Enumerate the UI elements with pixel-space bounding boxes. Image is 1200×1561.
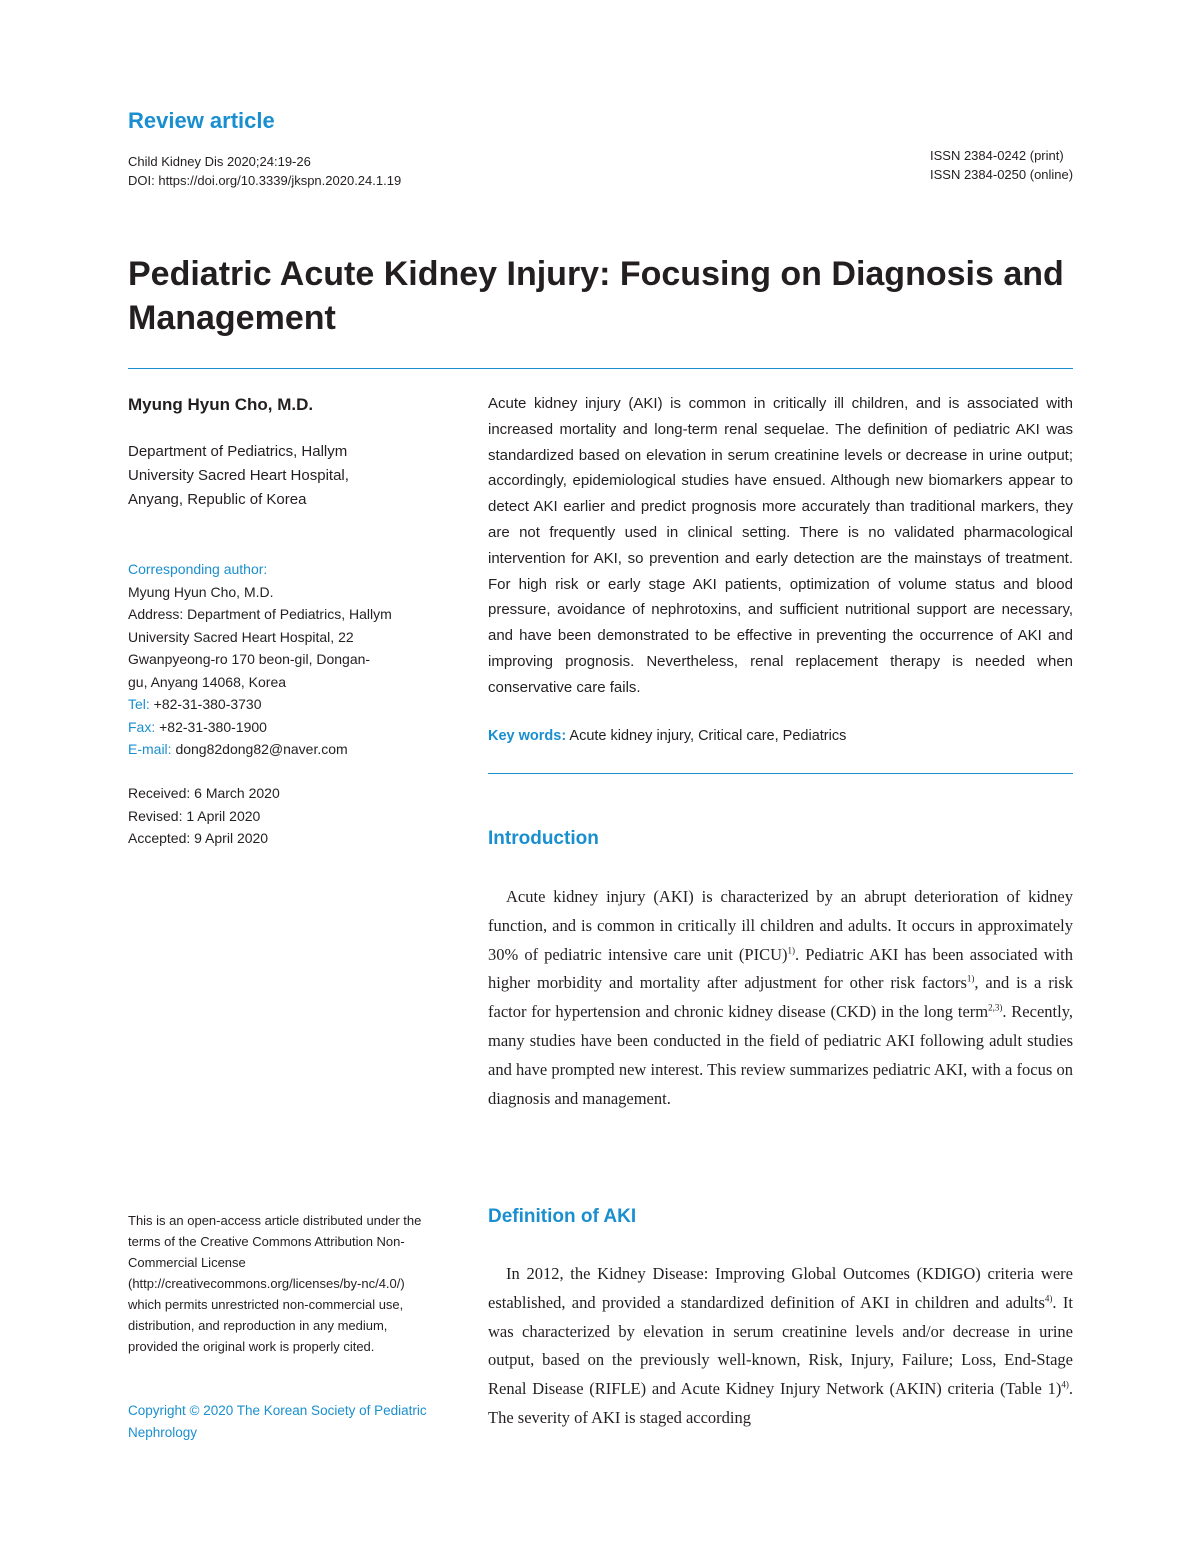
citation-ref[interactable]: 1) bbox=[787, 945, 796, 956]
citation-ref[interactable]: 2,3) bbox=[988, 1002, 1003, 1013]
issn-print: ISSN 2384-0242 (print) bbox=[930, 148, 1064, 163]
abstract: Acute kidney injury (AKI) is common in critically ill children, and is associated with increased mortality and long-term renal sequelae. The definition of pediatric AKI was standardized based on elevation in serum creatinine levels or decrease in urine output; accordingly, epidemiological studies have ensued. Although new biomarkers appear to detect AKI earlier and predict prognosis more accurately than traditional markers, they are not frequently used in clinical setting. There is no validated pharmacological intervention for AKI, so prevention and early detection are the mainstays of treatment. For high risk or early stage AKI patients, optimization of volume status and blood pressure, avoidance of nephrotoxins, and sufficient nutritional support are necessary, and have been demonstrated to be effective in preventing the occurrence of AKI and improving prognosis. Nevertheless, renal replacement therapy is needed when conservative care fails. bbox=[488, 395, 1073, 696]
revised-date: Revised: 1 April 2020 bbox=[128, 807, 261, 824]
keywords bbox=[488, 728, 846, 744]
address-line: University Sacred Heart Hospital, 22 bbox=[128, 628, 354, 645]
definition-paragraph bbox=[488, 1260, 1073, 1433]
corresponding-name: Myung Hyun Cho, M.D. bbox=[128, 583, 274, 600]
article-title: Pediatric Acute Kidney Injury: Focusing on Diagnosis and Management bbox=[128, 255, 1064, 337]
corresponding-author-block bbox=[128, 558, 438, 761]
journal-meta bbox=[128, 152, 401, 190]
citation-ref[interactable]: 1) bbox=[966, 973, 975, 984]
fax-line bbox=[128, 716, 438, 739]
accepted-date: Accepted: 9 April 2020 bbox=[128, 830, 269, 846]
citation: Child Kidney Dis 2020;24:19-26 bbox=[128, 154, 311, 169]
email-line bbox=[128, 738, 438, 761]
license-notice: This is an open-access article distributed under the terms of the Creative Commons Attribution Non-Commercial License (http://creativecommons.org/licenses/by-nc/4.0/) which permits unrestricted non-commercial use, distribution, and reproduction in any medium, provided the original work is properly cited. bbox=[128, 1213, 422, 1354]
citation-ref[interactable]: 4) bbox=[1061, 1379, 1069, 1390]
abstract-divider bbox=[488, 773, 1073, 774]
doi[interactable]: DOI: https://doi.org/10.3339/jkspn.2020.24.1.19 bbox=[128, 173, 402, 188]
address-line: gu, Anyang 14068, Korea bbox=[128, 673, 287, 690]
article-type-label: Review article bbox=[128, 108, 275, 133]
keywords-label: Key words: bbox=[488, 728, 567, 744]
text-run: . The severity of AKI is staged according bbox=[488, 1379, 1073, 1427]
text-run: . Pediatric AKI has been associated with higher morbidity and mortality after adjustment for other risk factors bbox=[488, 944, 1073, 993]
keywords-text: Acute kidney injury, Critical care, Pediatrics bbox=[566, 728, 847, 744]
fax-label: Fax: bbox=[128, 718, 156, 735]
article-dates bbox=[128, 782, 280, 850]
tel-value: +82-31-380-3730 bbox=[149, 696, 262, 712]
corresponding-label: Corresponding author: bbox=[128, 561, 268, 577]
received-date: Received: 6 March 2020 bbox=[128, 785, 280, 801]
author-affiliation bbox=[128, 440, 428, 512]
tel-label: Tel: bbox=[128, 696, 150, 712]
email-value[interactable]: dong82dong82@naver.com bbox=[171, 741, 348, 757]
text-run: . It was characterized by elevation in serum creatinine levels and/or decrease in urine output, based on the previously well-known, Risk, Injury, Failure; Loss, End-Stage Renal Disease (RIFLE) and Acute Kidney Injury Network (AKIN) criteria (Table 1) bbox=[488, 1292, 1073, 1399]
author-name: Myung Hyun Cho, M.D. bbox=[128, 395, 314, 414]
section-heading-definition: Definition of AKI bbox=[488, 1206, 637, 1227]
email-label: E-mail: bbox=[128, 741, 172, 757]
address-line: Gwanpyeong-ro 170 beon-gil, Dongan- bbox=[128, 651, 371, 667]
text-run: In 2012, the Kidney Disease: Improving Global Outcomes (KDIGO) criteria were established, and provided a standardized definition of AKI in children and adults bbox=[488, 1264, 1073, 1312]
section-heading-introduction: Introduction bbox=[488, 828, 599, 849]
issn-block bbox=[930, 146, 1073, 184]
address-line: Address: Department of Pediatrics, Hallym bbox=[128, 606, 392, 622]
text-run: Acute kidney injury (AKI) is characterized by an abrupt deterioration of kidney function, and is common in critically ill children and adults. It occurs in approximately 30% of pediatric intensive care unit (PICU) bbox=[488, 887, 1073, 964]
affiliation-line: Anyang, Republic of Korea bbox=[128, 491, 307, 508]
text-run: . Recently, many studies have been conducted in the field of pediatric AKI following adult studies and have prompted new interest. This review summarizes pediatric AKI, with a focus on diagnosis and management. bbox=[488, 1002, 1073, 1108]
fax-value: +82-31-380-1900 bbox=[155, 718, 267, 735]
citation-ref[interactable]: 4) bbox=[1044, 1293, 1053, 1304]
tel-line bbox=[128, 693, 438, 716]
title-divider bbox=[128, 368, 1073, 369]
copyright-notice: Copyright © 2020 The Korean Society of Pediatric Nephrology bbox=[128, 1403, 427, 1440]
text-run: , and is a risk factor for hypertension and chronic kidney disease (CKD) in the long term bbox=[488, 973, 1073, 1022]
affiliation-line: University Sacred Heart Hospital, bbox=[128, 467, 349, 484]
introduction-paragraph bbox=[488, 883, 1073, 1113]
issn-online: ISSN 2384-0250 (online) bbox=[930, 167, 1074, 182]
affiliation-line: Department of Pediatrics, Hallym bbox=[128, 443, 348, 460]
